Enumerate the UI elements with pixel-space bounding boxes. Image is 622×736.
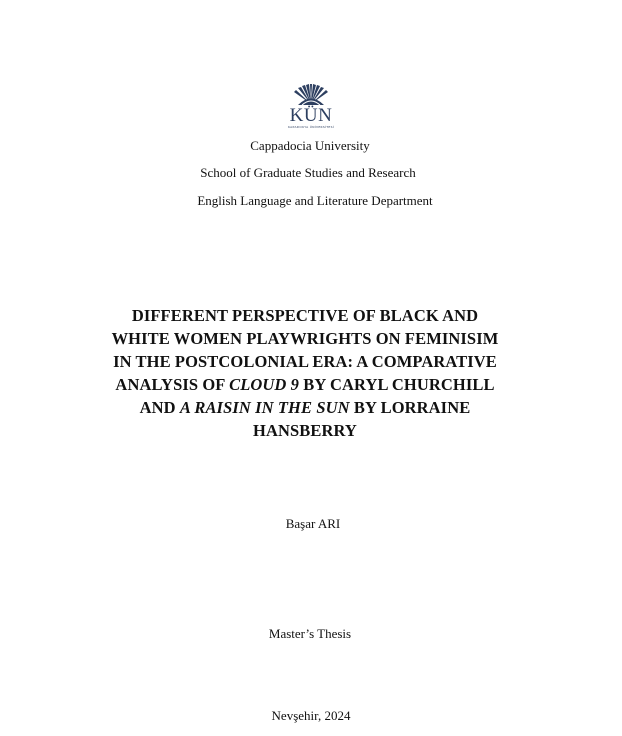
thesis-title [80, 304, 530, 442]
place-and-date: Nevşehir, 2024 [271, 708, 351, 723]
sunburst-emblem-icon [284, 84, 338, 106]
title-line: DIFFERENT PERSPECTIVE OF BLACK AND [131, 306, 479, 325]
title-line: WHITE WOMEN PLAYWRIGHTS ON FEMINISIM [111, 329, 499, 348]
title-line [80, 396, 530, 419]
author-name: Başar ARI [285, 516, 341, 531]
school-name: School of Graduate Studies and Research [200, 165, 416, 180]
title-line: IN THE POSTCOLONIAL ERA: A COMPARATIVE [113, 352, 497, 371]
title-text: AND [139, 398, 180, 417]
department-name: English Language and Literature Department [197, 193, 433, 208]
degree-type: Master’s Thesis [268, 626, 352, 641]
title-line [80, 373, 530, 396]
title-text: BY CARYL CHURCHILL [299, 375, 495, 394]
play-title-cloud-9: CLOUD 9 [229, 375, 300, 394]
logo-wordmark: KÜN [289, 105, 333, 126]
title-text: ANALYSIS OF [115, 375, 230, 394]
title-line: HANSBERRY [253, 421, 357, 440]
university-logo [284, 84, 338, 130]
logo-subtitle: KAPADOKYA ÜNİVERSİTESİ [287, 125, 335, 129]
university-name: Cappadocia University [250, 138, 370, 153]
title-text: BY LORRAINE [349, 398, 471, 417]
play-title-raisin-in-the-sun: A RAISIN IN THE SUN [179, 398, 350, 417]
